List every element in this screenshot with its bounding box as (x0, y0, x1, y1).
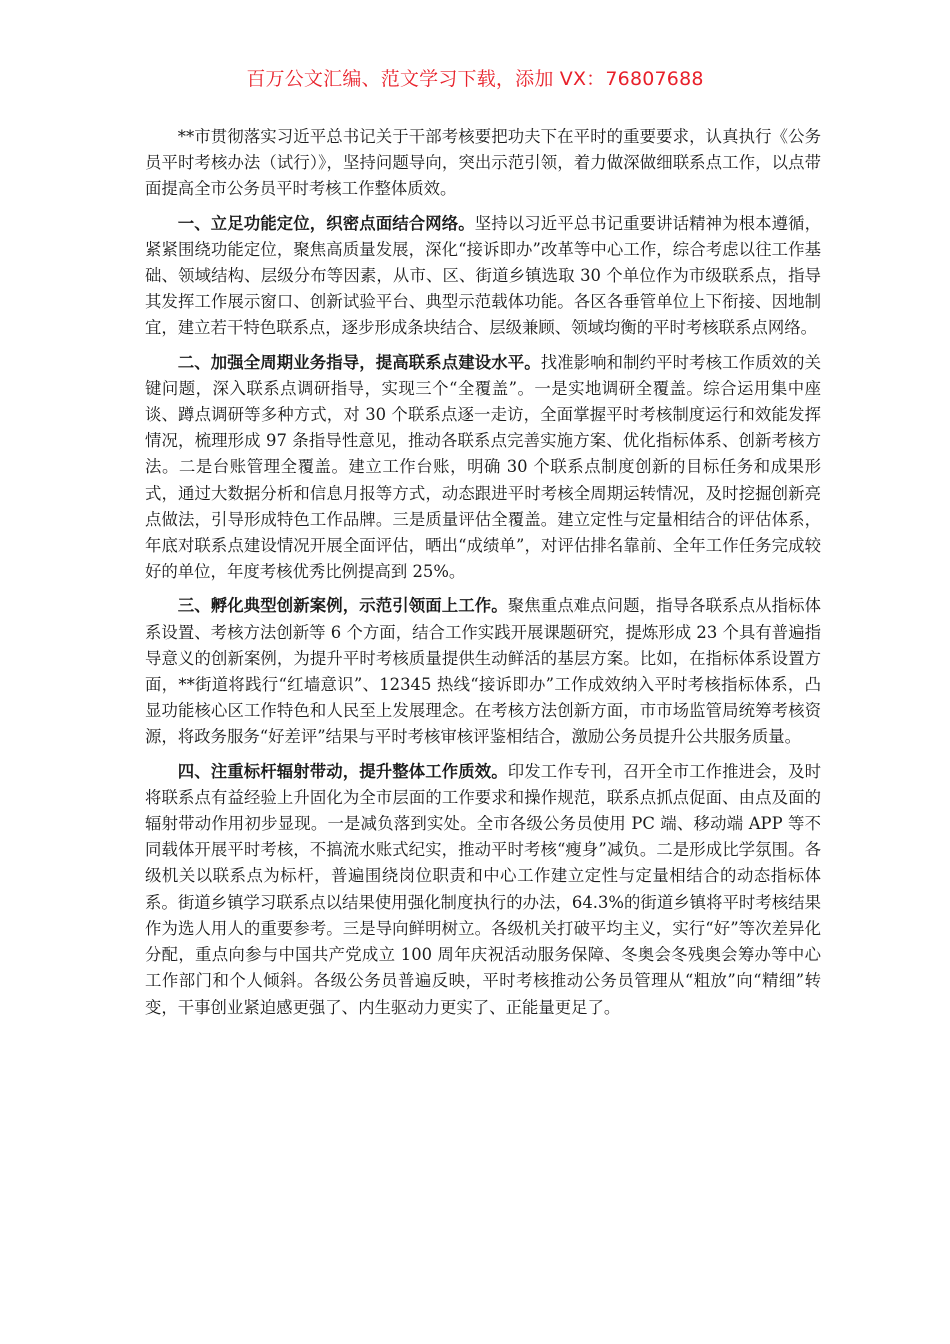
paragraph-section-1 (145, 211, 821, 342)
paragraph-section-3 (145, 593, 821, 750)
paragraph-text: 聚焦重点难点问题，指导各联系点从指标体系设置、考核方法创新等 6 个方面，结合工作实践开展课题研究，提炼形成 23 个具有普遍指导意义的创新案例，为提升平时考核质量提供生动鲜活的基层方案。比如，在指标体系设置方面，**街道将践行“红墙意识”、12345 热线“接诉即办”工作成效纳入平时考核指标体系，凸显功能核心区工作特色和人民至上发展理念。在考核方法创新方面，市市场监管局统筹考核资源，将政务服务“好差评”结果与平时考核审核评鉴相结合，激励公务员提升公共服务质量。 (145, 596, 822, 747)
document-body (145, 124, 821, 1029)
paragraph-text: 印发工作专刊，召开全市工作推进会，及时将联系点有益经验上升固化为全市层面的工作要求和操作规范，联系点抓点促面、由点及面的辐射带动作用初步显现。一是减负落到实处。全市各级公务员使用 PC 端、移动端 APP 等不同载体开展平时考核，不搞流水账式纪实，推动平时考核“瘦身”减负。二是形成比学氛围。各级机关以联系点为标杆，普遍围绕岗位职责和中心工作建立定性与定量相结合的动态指标体系。街道乡镇学习联系点以结果使用强化制度执行的办法，64.3%的街道乡镇将平时考核结果作为选人用人的重要参考。三是导向鲜明树立。各级机关打破平均主义，实行“好”等次差异化分配，重点向参与中国共产党成立 100 周年庆祝活动服务保障、冬奥会冬残奥会筹办等中心工作部门和个人倾斜。各级公务员普遍反映，平时考核推动公务员管理从“粗放”向“精细”转变，干事创业紧迫感更强了、内生驱动力更实了、正能量更足了。 (145, 761, 822, 1017)
section-heading: 四、注重标杆辐射带动，提升整体工作质效。 (177, 761, 508, 781)
paragraph-section-4 (145, 759, 821, 1021)
paragraph-section-2 (145, 350, 821, 586)
watermark-header: 百万公文汇编、范文学习下载，添加 VX：76807688 (246, 68, 704, 90)
section-heading: 二、加强全周期业务指导，提高联系点建设水平。 (177, 352, 541, 372)
section-heading: 一、立足功能定位，织密点面结合网络。 (177, 213, 475, 233)
paragraph-text: 坚持以习近平总书记重要讲话精神为根本遵循，紧紧围绕功能定位，聚焦高质量发展，深化“接诉即办”改革等中心工作，综合考虑以往工作基础、领域结构、层级分布等因素，从市、区、街道乡镇选取 30 个单位作为市级联系点，指导其发挥工作展示窗口、创新试验平台、典型示范载体功能。各区各垂管单位上下衔接、因地制宜，建立若干特色联系点，逐步形成条块结合、层级兼顾、领域均衡的平时考核联系点网络。 (145, 213, 822, 338)
paragraph-intro (145, 124, 821, 203)
paragraph-text: **市贯彻落实习近平总书记关于干部考核要把功夫下在平时的重要要求，认真执行《公务员平时考核办法（试行）》，坚持问题导向，突出示范引领，着力做深做细联系点工作，以点带面提高全市公务员平时考核工作整体质效。 (145, 127, 821, 199)
paragraph-text: 找准影响和制约平时考核工作质效的关键问题，深入联系点调研指导，实现三个“全覆盖”。一是实地调研全覆盖。综合运用集中座谈、蹲点调研等多种方式，对 30 个联系点逐一走访，全面掌握平时考核制度运行和效能发挥情况，梳理形成 97 条指导性意见，推动各联系点完善实施方案、优化指标体系、创新考核方法。二是台账管理全覆盖。建立工作台账，明确 30 个联系点制度创新的目标任务和成果形式，通过大数据分析和信息月报等方式，动态跟进平时考核全周期运转情况，及时挖掘创新亮点做法，引导形成特色工作品牌。三是质量评估全覆盖。建立定性与定量相结合的评估体系，年底对联系点建设情况开展全面评估，晒出“成绩单”，对评估排名靠前、全年工作任务完成较好的单位，年度考核优秀比例提高到 25%。 (145, 352, 821, 582)
section-heading: 三、孵化典型创新案例，示范引领面上工作。 (177, 596, 508, 616)
